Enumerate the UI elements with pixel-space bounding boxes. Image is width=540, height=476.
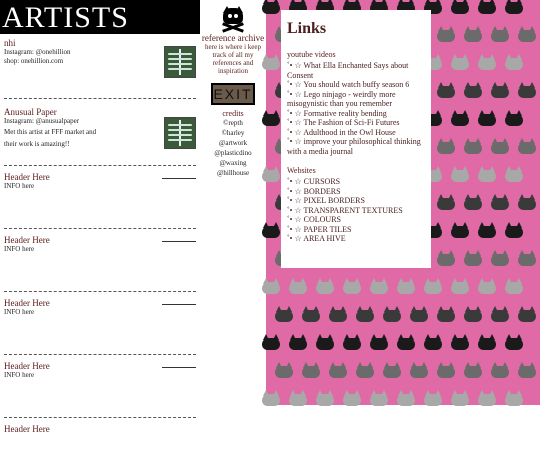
cat-face-icon xyxy=(437,138,455,154)
credits-title: credits xyxy=(222,109,244,118)
cat-face-icon xyxy=(518,362,536,378)
youtube-link[interactable]: ˚• ☆ You should watch buffy season 6 xyxy=(287,80,410,89)
credit-item[interactable]: @hillhouse xyxy=(216,169,250,177)
header-rule xyxy=(162,241,196,242)
cat-face-icon xyxy=(397,390,415,406)
cat-face-icon xyxy=(464,362,482,378)
cat-face-icon xyxy=(329,306,347,322)
youtube-link[interactable]: ˚• ☆ Formative reality bending xyxy=(287,108,387,118)
links-panel xyxy=(281,10,431,268)
artist-name: nhi xyxy=(4,38,16,48)
artist-instagram[interactable]: Instagram: @anusualpaper xyxy=(4,117,80,125)
cat-face-icon xyxy=(424,334,442,350)
artist-thumbnail[interactable] xyxy=(164,46,196,78)
cat-face-icon xyxy=(437,362,455,378)
youtube-section-header: youtube videos xyxy=(287,50,336,59)
cat-face-icon xyxy=(275,306,293,322)
cat-face-icon xyxy=(518,82,536,98)
cat-face-icon xyxy=(518,26,536,42)
cat-face-icon xyxy=(262,110,280,126)
cat-face-icon xyxy=(505,278,523,294)
cat-face-icon xyxy=(505,0,523,14)
website-link[interactable]: ˚• ☆ AREA HIVE xyxy=(287,234,346,243)
cat-face-icon xyxy=(478,334,496,350)
artists-title: ARTISTS xyxy=(2,1,129,34)
cat-face-icon xyxy=(289,278,307,294)
header-block xyxy=(0,166,200,224)
cat-face-icon xyxy=(289,334,307,350)
artist-thumbnail[interactable] xyxy=(164,117,196,149)
artist-entry xyxy=(0,34,200,94)
artists-panel xyxy=(0,0,201,434)
header-block xyxy=(0,418,200,476)
cat-face-icon xyxy=(343,390,361,406)
youtube-link[interactable]: ˚• ☆ What Ella Enchanted Says about Consent xyxy=(287,61,409,80)
cat-face-icon xyxy=(262,334,280,350)
cat-face-icon xyxy=(451,0,469,14)
cat-face-icon xyxy=(437,306,455,322)
header-block xyxy=(0,292,200,350)
artist-name: Anusual Paper xyxy=(4,107,57,117)
cat-face-icon xyxy=(478,54,496,70)
cat-face-icon xyxy=(478,390,496,406)
artist-note: Met this artist at FFF market and xyxy=(4,128,97,136)
cat-face-icon xyxy=(275,362,293,378)
website-link[interactable]: ˚• ☆ CURSORS xyxy=(287,177,341,186)
header-info: INFO here xyxy=(4,245,35,253)
cat-face-icon xyxy=(505,390,523,406)
cat-face-icon xyxy=(343,278,361,294)
cat-face-icon xyxy=(451,278,469,294)
cat-face-icon xyxy=(397,278,415,294)
cat-face-icon xyxy=(262,222,280,238)
cat-face-icon xyxy=(464,250,482,266)
cat-face-icon xyxy=(302,306,320,322)
header-rule xyxy=(162,178,196,179)
cat-face-icon xyxy=(478,0,496,14)
cat-face-icon xyxy=(491,138,509,154)
cat-face-icon xyxy=(343,334,361,350)
credit-item[interactable]: @plasticdino xyxy=(214,149,252,157)
cat-face-icon xyxy=(505,166,523,182)
header-rule xyxy=(162,367,196,368)
credit-item[interactable]: ©repth xyxy=(223,119,243,127)
header-info: INFO here xyxy=(4,182,35,190)
cat-face-icon xyxy=(383,306,401,322)
cat-face-icon xyxy=(383,362,401,378)
cat-face-icon xyxy=(451,54,469,70)
credit-item[interactable]: ©harley xyxy=(221,129,245,137)
credit-item[interactable]: @artwork xyxy=(218,139,248,147)
website-link[interactable]: ˚• ☆ PIXEL BORDERS xyxy=(287,196,365,205)
cat-face-icon xyxy=(491,194,509,210)
cat-face-icon xyxy=(518,194,536,210)
website-link[interactable]: ˚• ☆ PAPER TILES xyxy=(287,224,352,234)
cat-face-icon xyxy=(437,82,455,98)
header-info: INFO here xyxy=(4,308,35,316)
cat-skull-icon xyxy=(220,6,246,32)
cat-face-icon xyxy=(262,54,280,70)
cat-face-icon xyxy=(316,334,334,350)
cat-face-icon xyxy=(478,278,496,294)
header-title: Header Here xyxy=(4,172,50,182)
reference-archive-description: here is where i keep track of all my references and inspiration xyxy=(205,43,261,75)
header-block xyxy=(0,355,200,413)
youtube-link[interactable]: ˚• ☆ Adulthood in the Owl House xyxy=(287,127,396,137)
header-block xyxy=(0,229,200,287)
header-title: Header Here xyxy=(4,424,50,434)
cat-face-icon xyxy=(397,334,415,350)
credit-item[interactable]: @waxing xyxy=(219,159,247,167)
artist-entry xyxy=(0,99,200,161)
cat-face-icon xyxy=(356,306,374,322)
cat-face-icon xyxy=(262,0,280,14)
cat-face-icon xyxy=(451,390,469,406)
links-title: Links xyxy=(287,20,327,37)
cat-face-icon xyxy=(262,390,280,406)
header-title: Header Here xyxy=(4,235,50,245)
cat-face-icon xyxy=(289,390,307,406)
cat-face-icon xyxy=(491,26,509,42)
cat-face-icon xyxy=(451,110,469,126)
cat-face-icon xyxy=(464,194,482,210)
website-link[interactable]: ˚• ☆ COLOURS xyxy=(287,215,341,224)
cat-face-icon xyxy=(451,222,469,238)
cat-face-icon xyxy=(370,334,388,350)
cat-face-icon xyxy=(410,306,428,322)
websites-section-header: Websites xyxy=(287,166,316,175)
cat-face-icon xyxy=(370,390,388,406)
cat-face-icon xyxy=(518,250,536,266)
cat-face-icon xyxy=(478,166,496,182)
cat-face-icon xyxy=(437,26,455,42)
header-title: Header Here xyxy=(4,361,50,371)
artist-instagram[interactable]: Instagram: @onehillion xyxy=(4,48,71,56)
cat-face-icon xyxy=(491,82,509,98)
cat-face-icon xyxy=(478,110,496,126)
artist-shop[interactable]: shop: onehillion.com xyxy=(4,57,64,65)
cat-face-icon xyxy=(451,166,469,182)
reference-archive-title: reference archive xyxy=(201,33,265,43)
exit-button[interactable]: EXIT xyxy=(211,83,255,105)
cat-face-icon xyxy=(491,250,509,266)
cat-face-icon xyxy=(424,278,442,294)
youtube-link[interactable]: ˚• ☆ improve your philosophical thinking with a media journal xyxy=(287,137,421,156)
cat-face-icon xyxy=(491,306,509,322)
header-rule xyxy=(162,304,196,305)
cat-face-icon xyxy=(437,194,455,210)
artists-banner xyxy=(0,0,200,34)
reference-column xyxy=(200,0,266,405)
cat-face-icon xyxy=(505,110,523,126)
cat-face-icon xyxy=(505,334,523,350)
cat-face-icon xyxy=(518,306,536,322)
cat-face-icon xyxy=(316,278,334,294)
youtube-link[interactable]: ˚• ☆ The Fashion of Sci-Fi Futures xyxy=(287,118,400,127)
cat-face-icon xyxy=(302,362,320,378)
cat-face-icon xyxy=(464,306,482,322)
cat-face-icon xyxy=(329,362,347,378)
header-title: Header Here xyxy=(4,298,50,308)
cat-face-icon xyxy=(464,138,482,154)
cat-face-icon xyxy=(505,222,523,238)
cat-face-icon xyxy=(262,278,280,294)
artist-note: their work is amazing!! xyxy=(4,140,70,148)
cat-face-icon xyxy=(464,82,482,98)
cat-face-icon xyxy=(491,362,509,378)
cat-face-icon xyxy=(370,278,388,294)
cat-face-icon xyxy=(262,166,280,182)
cat-face-icon xyxy=(478,222,496,238)
website-link[interactable]: ˚• ☆ TRANSPARENT TEXTURES xyxy=(287,205,403,215)
cat-face-icon xyxy=(505,54,523,70)
cat-face-icon xyxy=(316,390,334,406)
cat-face-icon xyxy=(410,362,428,378)
cat-face-icon xyxy=(518,138,536,154)
youtube-link[interactable]: ˚• ☆ Lego ninjago - weirdly more misogynistic than you remember xyxy=(287,89,396,108)
cat-face-icon xyxy=(451,334,469,350)
cat-face-icon xyxy=(356,362,374,378)
website-link[interactable]: ˚• ☆ BORDERS xyxy=(287,186,341,196)
cat-face-icon xyxy=(464,26,482,42)
header-info: INFO here xyxy=(4,371,35,379)
cat-face-icon xyxy=(437,250,455,266)
cat-face-icon xyxy=(424,390,442,406)
